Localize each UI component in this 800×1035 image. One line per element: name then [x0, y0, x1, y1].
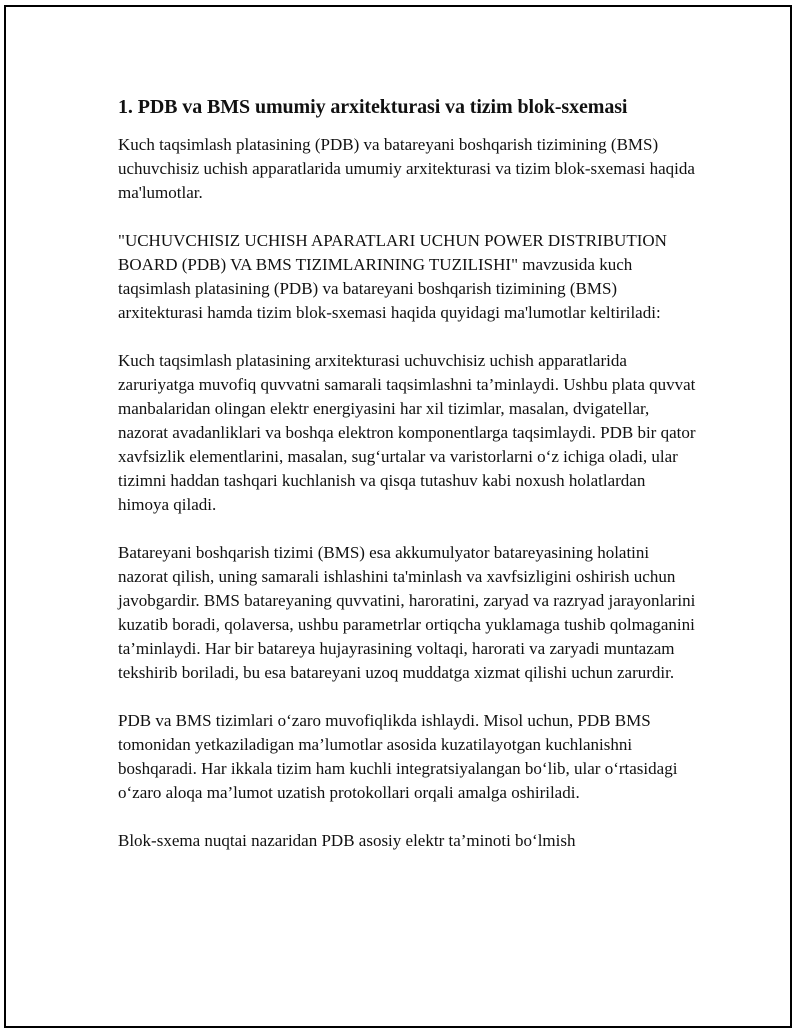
section-heading: 1. PDB va BMS umumiy arxitekturasi va tizim blok-sxemasi — [118, 96, 628, 118]
paragraph-pdb-architecture: Kuch taqsimlash platasining arxitekturasi uchuvchisiz uchish apparatlarida zaruriyatga muvofiq quvvatni samarali taqsimlashni ta’minlaydi. Ushbu plata quvvat manbalaridan olingan elektr energiyasini har xil tizimlar, masalan, dvigatellar, nazorat avadanliklari va boshqa elektron komponentlarga taqsimlaydi. PDB bir qator xavfsizlik elementlarini, masalan, sug‘urtalar va varistorlarni o‘z ichiga oladi, ular tizimni haddan tashqari kuchlanish va qisqa tutashuv kabi noxush holatlardan himoya qiladi. — [118, 351, 696, 514]
paragraph-topic: "UCHUVCHISIZ UCHISH APARATLARI UCHUN POWER DISTRIBUTION BOARD (PDB) VA BMS TIZIMLARINING TUZILISHI" mavzusida kuch taqsimlash platasining (PDB) va batareyani boshqarish tizimining (BMS) arxitekturasi hamda tizim blok-sxemasi haqida quyidagi ma'lumotlar keltiriladi: — [118, 231, 667, 322]
paragraph-block-diagram: Blok-sxema nuqtai nazaridan PDB asosiy elektr ta’minoti bo‘lmish — [118, 831, 576, 850]
paragraph-bms: Batareyani boshqarish tizimi (BMS) esa akkumulyator batareyasining holatini nazorat qilish, uning samarali ishlashini ta'minlash va xavfsizligini oshirish uchun javobgardir. BMS batareyaning quvvatini, haroratini, zaryad va razryad jarayonlarini kuzatib boradi, qolaversa, ushbu parametrlar ortiqcha yuklamaga tushib qolmaganini ta’minlaydi. Har bir batareya hujayrasining voltaqi, harorati va zaryadi muntazam tekshirib boriladi, bu esa batareyani uzoq muddatga xizmat qilishi uchun zarurdir. — [118, 543, 696, 682]
document-body — [118, 94, 698, 877]
paragraph-pdb-bms-interaction: PDB va BMS tizimlari o‘zaro muvofiqlikda ishlaydi. Misol uchun, PDB BMS tomonidan yetkaziladigan ma’lumotlar asosida kuzatilayotgan kuchlanishni boshqaradi. Har ikkala tizim ham kuchli integratsiyalangan bo‘lib, ular o‘rtasidagi o‘zaro aloqa ma’lumot uzatish protokollari orqali amalga oshiriladi. — [118, 711, 678, 802]
paragraph-intro: Kuch taqsimlash platasining (PDB) va batareyani boshqarish tizimining (BMS) uchuvchisiz uchish apparatlarida umumiy arxitekturasi va tizim blok-sxemasi haqida ma'lumotlar. — [118, 135, 695, 202]
